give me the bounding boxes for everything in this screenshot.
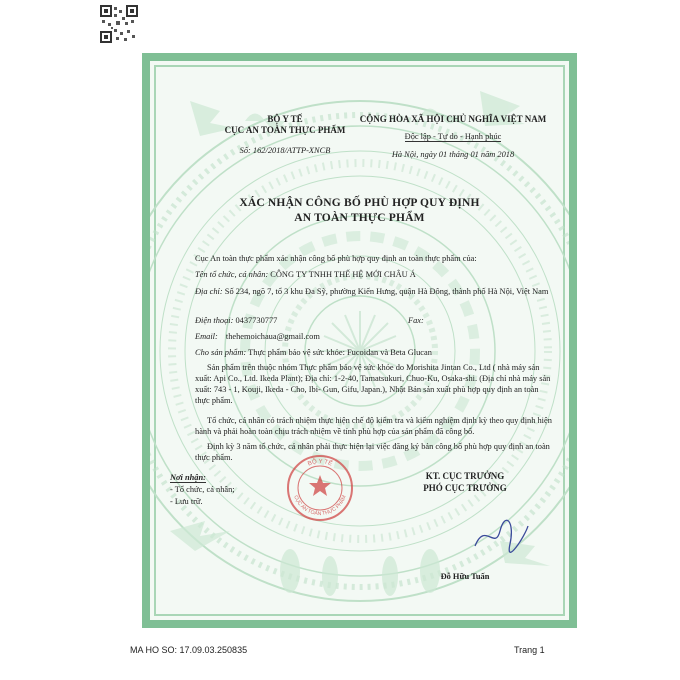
page-number: Trang 1 — [514, 645, 545, 655]
document-number: Số: 162/2018/ATTP-XNCB — [239, 146, 331, 155]
phone-row — [195, 316, 277, 325]
email-label: Email: — [195, 332, 218, 341]
address-label: Địa chỉ: — [195, 287, 223, 296]
phone-value: 0437730777 — [235, 316, 278, 325]
phone-label: Điện thoại: — [195, 316, 234, 325]
email-value: thehemoichaua@gmail.com — [225, 332, 320, 341]
ministry-name: BỘ Y TẾ — [267, 114, 303, 124]
signer-role-2: PHÓ CỤC TRƯỞNG — [423, 483, 507, 493]
official-seal — [285, 453, 355, 523]
qr-code — [100, 5, 138, 43]
title-line-1: XÁC NHẬN CÔNG BỐ PHÙ HỢP QUY ĐỊNH — [239, 197, 480, 209]
email-row — [195, 332, 320, 341]
certificate-frame — [142, 53, 577, 628]
address-row — [195, 286, 555, 297]
motto: Độc lập - Tự do - Hạnh phúc — [404, 132, 502, 141]
org-value: CÔNG TY TNHH THẾ HỆ MỚI CHÂU Á — [270, 270, 416, 279]
svg-text:CỤC AN TOÀN THỰC PHẨM: CỤC AN TOÀN THỰC PHẨM — [292, 494, 348, 518]
paragraph-renewal: Định kỳ 3 năm tổ chức, cá nhân phải thực hiện lại việc đăng ký bản công bố phù hợp quy định an toàn thực phẩm. — [195, 442, 550, 462]
org-row — [195, 270, 416, 279]
recipient-item: - Tổ chức, cá nhân; — [170, 485, 235, 494]
paragraph-product-info: Sản phẩm trên thuộc nhóm Thực phẩm bảo vệ sức khỏe do Morishita Jintan Co., Ltd ( nhà máy sản xuất: Api Co., Ltd. Ikeda Plant); Địa chỉ: 1-2-40, Tamatsukuri, Chuo-Ku, Osaka-shi. (Địa chỉ nhà máy sản xuất: 743 - 1, Kouji, Ikeda - Cho, Ibi- Gun, Gifu, Japan.), Nhật Bản sản xuất phù hợp quy định an toàn thực phẩm. — [195, 363, 551, 405]
department-name: CỤC AN TOÀN THỰC PHẨM — [224, 125, 346, 135]
paragraph-responsibility: Tổ chức, cá nhân có trách nhiệm thực hiện chế độ kiểm tra và kiểm nghiệm định kỳ theo quy định hiện hành và phải hoàn toàn chịu trách nhiệm về tính phù hợp của sản phẩm đã công bố. — [195, 416, 552, 436]
motto-wrapper — [338, 126, 568, 144]
issue-date: Hà Nội, ngày 01 tháng 01 năm 2018 — [391, 150, 515, 159]
recipients-label: Nơi nhận: — [170, 473, 206, 482]
fax-label: Fax: — [408, 316, 424, 325]
signer-name: Đỗ Hữu Tuấn — [440, 572, 490, 581]
record-number: MA HO SO: 17.09.03.250835 — [130, 645, 248, 655]
intro-text: Cục An toàn thực phẩm xác nhận công bố phù hợp quy định an toàn thực phẩm của: — [195, 254, 477, 263]
svg-text:BỘ Y TẾ: BỘ Y TẾ — [307, 458, 333, 468]
product-label: Cho sản phẩm: — [195, 348, 247, 357]
address-value: Số 234, ngõ 7, tổ 3 khu Đa Sỹ, phường Kiến Hưng, quận Hà Đông, thành phố Hà Nội, Việt Nam — [224, 287, 549, 296]
org-label: Tên tổ chức, cá nhân: — [195, 270, 269, 279]
recipient-item: - Lưu trữ. — [170, 497, 203, 506]
product-value: Thực phẩm bảo vệ sức khỏe: Fucoidan và Beta Glucan — [248, 348, 432, 357]
signer-role-1: KT. CỤC TRƯỞNG — [425, 471, 505, 481]
product-row — [195, 348, 432, 357]
country-name: CỘNG HÒA XÃ HỘI CHỦ NGHĨA VIỆT NAM — [359, 114, 547, 124]
handwritten-signature — [470, 516, 530, 556]
title-line-2: AN TOÀN THỰC PHẨM — [294, 212, 425, 224]
